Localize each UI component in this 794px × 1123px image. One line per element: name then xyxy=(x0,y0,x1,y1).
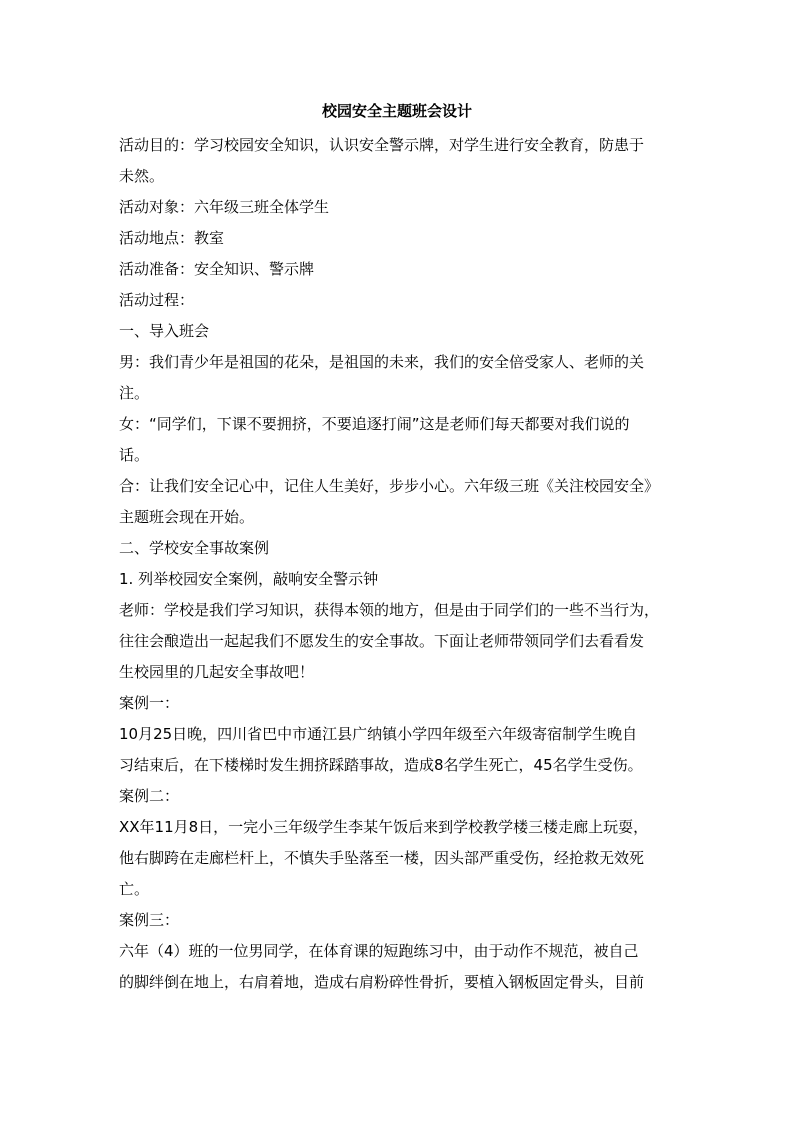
paragraph-line: 亡。 xyxy=(119,880,150,898)
subsection-heading: 1. 列举校园安全案例，敲响安全警示钟 xyxy=(119,570,379,588)
paragraph-line: 活动准备：安全知识、警示牌 xyxy=(119,260,315,278)
paragraph-line: 老师：学校是我们学习知识，获得本领的地方，但是由于同学们的一些不当行为， xyxy=(119,601,660,619)
paragraph-line: 活动地点：教室 xyxy=(119,229,225,247)
paragraph-line: 活动目的：学习校园安全知识，认识安全警示牌，对学生进行安全教育，防患于 xyxy=(119,136,645,154)
paragraph-line: 话。 xyxy=(119,446,150,464)
paragraph-line: 往往会酿造出一起起我们不愿发生的安全事故。下面让老师带领同学们去看看发 xyxy=(119,632,645,650)
paragraph-line: XX年11月8日，一完小三年级学生李某午饭后来到学校教学楼三楼走廊上玩耍， xyxy=(119,818,649,836)
section-heading: 一、导入班会 xyxy=(119,322,210,340)
paragraph-line: 他右脚跨在走廊栏杆上，不慎失手坠落至一楼，因头部严重受伤，经抢救无效死 xyxy=(119,849,645,867)
paragraph-line: 合：让我们安全记心中，记住人生美好，步步小心。六年级三班《关注校园安全》 xyxy=(119,477,660,495)
paragraph-line: 10月25日晚，四川省巴中市通江县广纳镇小学四年级至六年级寄宿制学生晚自 xyxy=(119,725,638,743)
paragraph-line: 活动过程： xyxy=(119,291,195,309)
paragraph-line: 的脚绊倒在地上，右肩着地，造成右肩粉碎性骨折，要植入钢板固定骨头，目前 xyxy=(119,973,645,991)
case-heading: 案例二： xyxy=(119,787,180,805)
paragraph-line: 男：我们青少年是祖国的花朵，是祖国的未来，我们的安全倍受家人、老师的关 xyxy=(119,353,645,371)
document-title: 校园安全主题班会设计 xyxy=(321,102,472,120)
paragraph-line: 主题班会现在开始。 xyxy=(119,508,255,526)
paragraph-line: 生校园里的几起安全事故吧！ xyxy=(119,663,315,681)
paragraph-line: 习结束后，在下楼梯时发生拥挤踩踏事故，造成8名学生死亡，45名学生受伤。 xyxy=(119,756,643,774)
paragraph-line: 注。 xyxy=(119,384,150,402)
paragraph-line: 未然。 xyxy=(119,167,165,185)
document-body xyxy=(119,130,679,998)
case-heading: 案例三： xyxy=(119,911,180,929)
paragraph-line: 活动对象：六年级三班全体学生 xyxy=(119,198,330,216)
paragraph-line: 六年（4）班的一位男同学，在体育课的短跑练习中，由于动作不规范，被自己 xyxy=(119,942,639,960)
paragraph-line: 女：“同学们，下课不要拥挤，不要追逐打闹”这是老师们每天都要对我们说的 xyxy=(119,415,630,433)
section-heading: 二、学校安全事故案例 xyxy=(119,539,270,557)
case-heading: 案例一： xyxy=(119,694,180,712)
